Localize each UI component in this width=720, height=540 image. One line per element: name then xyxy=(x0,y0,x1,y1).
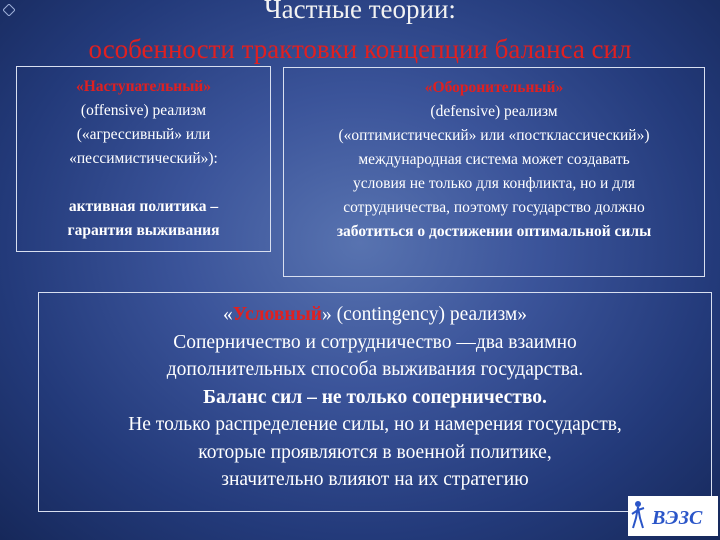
svg-text:ВЭЗС: ВЭЗС xyxy=(652,507,703,529)
defensive-line: (defensive) реализм xyxy=(430,103,558,120)
offensive-line: («агрессивный» или xyxy=(76,126,211,143)
defensive-line: сотрудничества, поэтому государство должно xyxy=(343,199,645,216)
offensive-line: (offensive) реализм xyxy=(80,102,207,119)
contingency-line: Соперничество и сотрудничество —два взаимно xyxy=(173,331,577,353)
offensive-heading: «Наступательный» xyxy=(76,78,211,95)
contingency-line: значительно влияют на их стратегию xyxy=(221,469,529,490)
contingency-heading-keyword: Условный xyxy=(232,304,323,325)
defensive-conclusion: заботиться о достижении оптимальной силы xyxy=(336,223,652,240)
contingency-line: которые проявляются в военной политике, xyxy=(198,441,552,463)
contingency-line: дополнительных способа выживания государства. xyxy=(166,359,584,380)
contingency-line: Не только распределение силы, но и намерения государств, xyxy=(128,414,622,435)
offensive-conclusion: гарантия выживания xyxy=(67,222,220,239)
slide-title: Частные теории: xyxy=(264,0,456,24)
contingency-realism-box xyxy=(38,292,712,512)
offensive-conclusion: активная политика – xyxy=(68,198,219,215)
defensive-heading: «Оборонительный» xyxy=(424,79,564,96)
defensive-line: международная система может создавать xyxy=(358,151,630,168)
contingency-balance-statement: Баланс сил – не только соперничество. xyxy=(203,386,547,408)
offensive-line: «пессимистический»): xyxy=(69,150,218,167)
defensive-realism-box xyxy=(283,67,705,277)
contingency-heading-open: « xyxy=(223,304,233,325)
university-logo xyxy=(628,496,718,536)
contingency-heading-rest: » (contingency) реализм» xyxy=(322,304,527,325)
offensive-realism-box xyxy=(16,66,271,252)
contingency-heading xyxy=(39,301,711,329)
offensive-spacer xyxy=(17,171,270,195)
slide-subtitle: особенности трактовки концепции баланса сил xyxy=(88,34,632,64)
defensive-line: («оптимистический» или «постклассический») xyxy=(338,127,650,144)
defensive-line: условия не только для конфликта, но и для xyxy=(353,175,635,192)
